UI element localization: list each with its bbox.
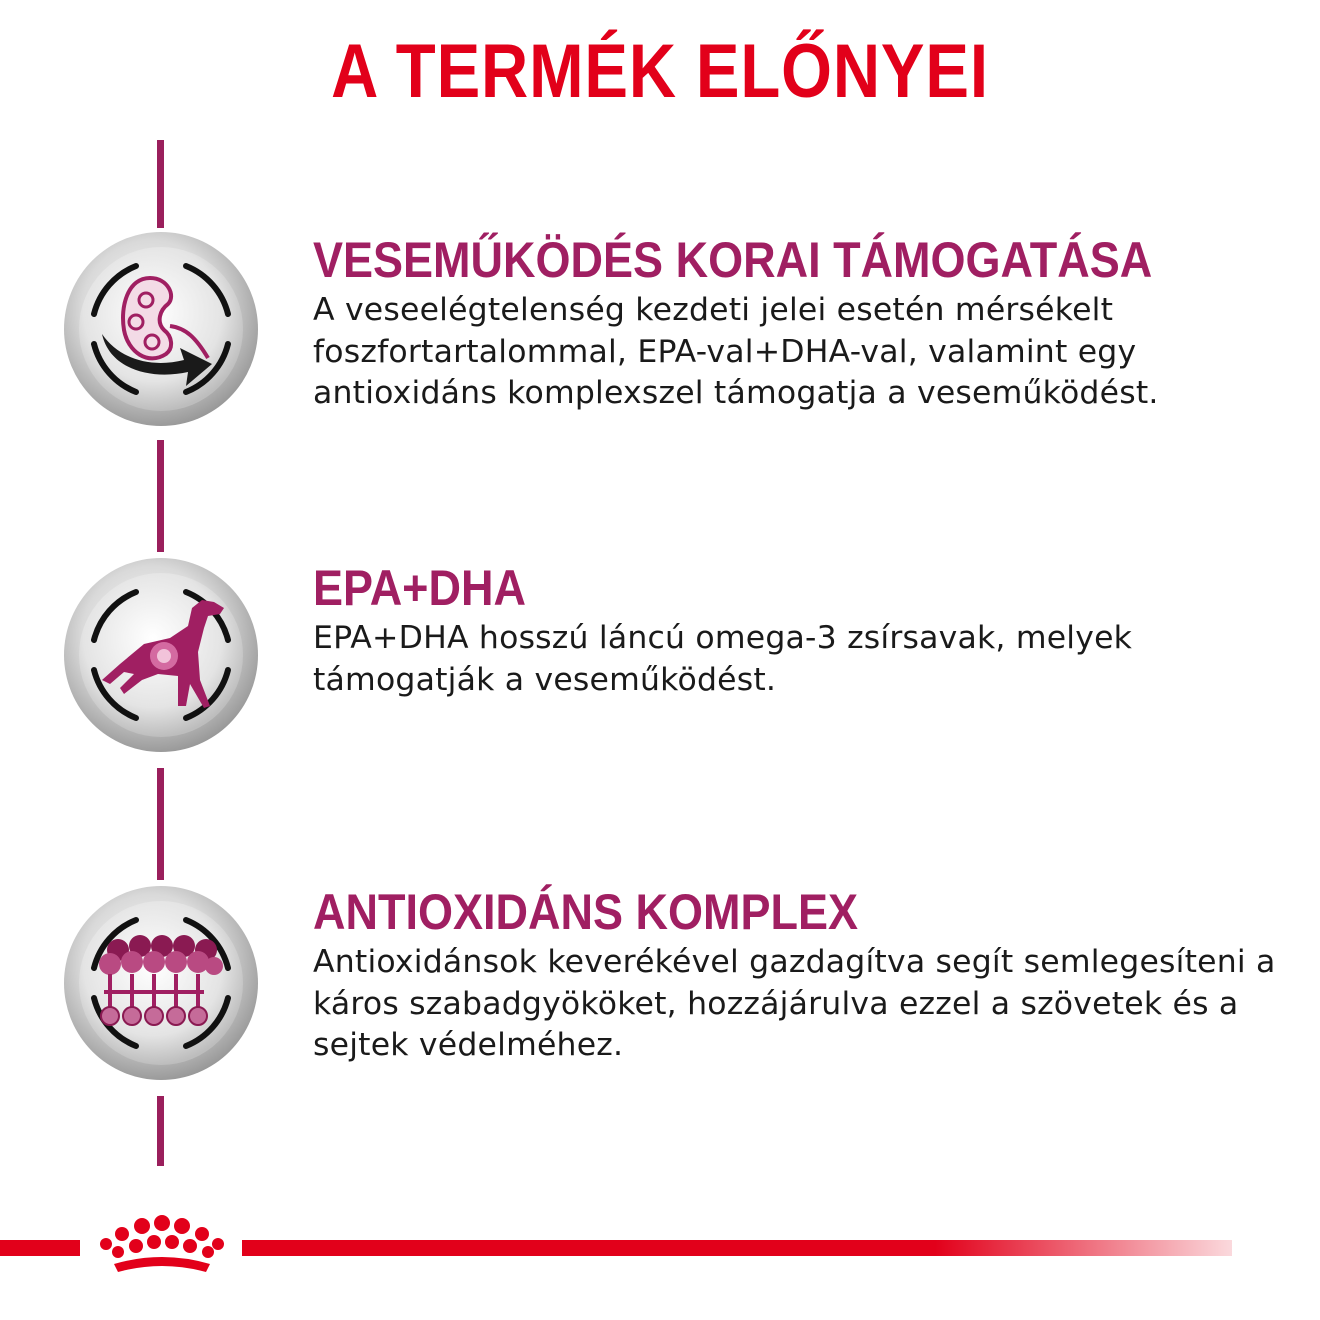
cell-membrane-icon [62, 884, 260, 1082]
timeline-line [157, 768, 164, 880]
benefit-kidney [313, 232, 1303, 415]
timeline-line [157, 140, 164, 228]
timeline-line [157, 440, 164, 552]
kidney-arrow-icon [62, 230, 260, 428]
dog-icon [62, 556, 260, 754]
timeline-line [157, 1096, 164, 1166]
royal-crown-logo [92, 1212, 232, 1282]
benefit-title: VESEMŰKÖDÉS KORAI TÁMOGATÁSA [313, 232, 1153, 288]
benefit-description: EPA+DHA hosszú láncú omega-3 zsírsavak, melyek támogatják a veseműködést. [313, 620, 1133, 698]
benefit-title: ANTIOXIDÁNS KOMPLEX [313, 884, 859, 940]
benefit-description: A veseelégtelenség kezdeti jelei esetén mérsékelt foszfortartalommal, EPA-val+DHA-val, valamint egy antioxidáns komplexszel támogatja a veseműködést. [313, 292, 1159, 411]
benefit-antioxidant [313, 884, 1303, 1067]
page-title: A TERMÉK ELŐNYEI [331, 29, 989, 114]
benefit-title: EPA+DHA [313, 560, 526, 616]
footer-line-left [0, 1240, 80, 1256]
footer-line-right [242, 1240, 1232, 1256]
benefit-description: Antioxidánsok keverékével gazdagítva segít semlegesíteni a káros szabadgyököket, hozzájárulva ezzel a szövetek és a sejtek védelméhez. [313, 944, 1276, 1063]
benefit-epa-dha [313, 560, 1303, 701]
